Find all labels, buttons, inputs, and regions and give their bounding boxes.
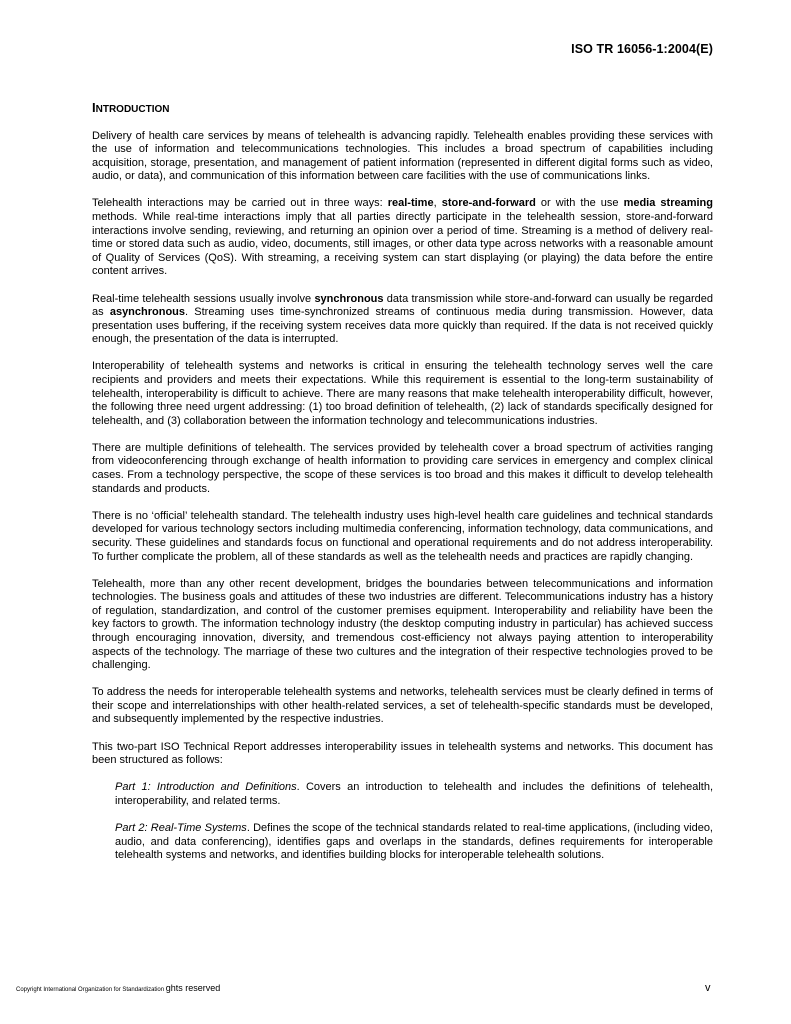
part-2-title: Part 2: Real-Time Systems xyxy=(115,821,247,834)
document-body xyxy=(92,101,713,876)
term-asynchronous: asynchronous xyxy=(109,306,186,319)
part-1-title: Part 1: Introduction and Definitions xyxy=(115,781,297,794)
term-store-and-forward: store-and-forward xyxy=(441,197,536,210)
paragraph-8: To address the needs for interoperable telehealth systems and networks, telehealth services must be clearly defined in terms of their scope and interrelationships with other health-related services, a set of telehealth-specific standards must be developed, and subsequently implemented by the respective industries. xyxy=(92,686,713,726)
heading-initial: I xyxy=(92,100,96,115)
paragraph-4: Interoperability of telehealth systems and networks is critical in ensuring the telehealth technology serves well the care recipients and providers and meets their expectations. While this requirement is essential to the long-term sustainability of telehealth, interoperability is difficult to achieve. There are many reasons that make telehealth interoperability difficult, however, the following three need urgent addressing: (1) too broad definition of telehealth, (2) lack of standards specifically designed for telehealth, and (3) collaboration between the information technology and telecommunications industries. xyxy=(92,360,713,427)
term-real-time: real-time xyxy=(387,197,434,210)
paragraph-9: This two-part ISO Technical Report addresses interoperability issues in telehealth systems and networks. This document has been structured as follows: xyxy=(92,740,713,767)
term-synchronous: synchronous xyxy=(314,292,384,305)
paragraph-2: Telehealth interactions may be carried out in three ways: real-time, store-and-forward or with the use media streaming methods. While real-time interactions imply that all parties directly participate in the telehealth session, store-and-forward interactions involve sending, reviewing, and returning an opinion over a period of time. Streaming is a method of delivery real-time or stored data such as audio, video, documents, still images, or other data type across networks with a reasonable amount of Quality of Services (QoS). With streaming, a receiving system can start displaying (or playing) the data before the entire content arrives. xyxy=(92,197,713,278)
copyright-notice: Copyright International Organization for Standardization ghts reserved xyxy=(16,983,221,993)
part-2-item: Part 2: Real-Time Systems. Defines the scope of the technical standards related to real-time applications, (including video, audio, and data conferencing), identifies gaps and overlaps in the standards, defines requirements for interoperable telehealth systems and networks, and identifies building blocks for interoperable telehealth solutions. xyxy=(115,821,713,862)
page-number: v xyxy=(705,982,711,994)
term-media-streaming: media streaming xyxy=(623,197,713,210)
paragraph-7: Telehealth, more than any other recent development, bridges the boundaries between telecommunications and information technologies. The business goals and attitudes of these two industries are different. Telecommunications industry has a history of regulation, standardization, and control of the customer premises equipment. Interoperability and reliability have been the key factors to growth. The information technology industry (the desktop computing industry in particular) has achieved success through encouraging innovation, diversity, and tremendous cost-efficiency not always paying attention to interoperability aspects of the technology. The marriage of these two cultures and the integration of their respective technologies proved to be challenging. xyxy=(92,577,713,672)
paragraph-3: Real-time telehealth sessions usually involve synchronous data transmission while store-and-forward can usually be regarded as asynchronous. Streaming uses time-synchronized streams of continuous media during transmission. However, data presentation uses buffering, if the receiving system receives data more quickly than required. If the data is not received quickly enough, the presentation of the data is interrupted. xyxy=(92,292,713,346)
paragraph-6: There is no ‘official’ telehealth standard. The telehealth industry uses high-level health care guidelines and technical standards developed for various technology sectors including multimedia conferencing, information technology, data communications, and security. These guidelines and standards focus on functional and operational requirements and do not address interoperability. To further complicate the problem, all of these standards as well as the telehealth needs and practices are rapidly changing. xyxy=(92,509,713,563)
heading-rest: NTRODUCTION xyxy=(95,104,170,115)
part-1-item: Part 1: Introduction and Definitions. Covers an introduction to telehealth and includes the definitions of telehealth, interoperability, and related terms. xyxy=(115,781,713,807)
document-id: ISO TR 16056-1:2004(E) xyxy=(571,42,713,56)
paragraph-1: Delivery of health care services by means of telehealth is advancing rapidly. Telehealth enables providing these services with the use of information and telecommunications technologies. This includes a broad spectrum of capabilities including acquisition, storage, presentation, and management of patient information (represented in different digital forms such as video, audio, or data), and communication of this information between care facilities with the use of communications links. xyxy=(92,129,713,183)
section-heading xyxy=(92,101,713,117)
paragraph-5: There are multiple definitions of telehealth. The services provided by telehealth cover a broad spectrum of activities ranging from videoconferencing through exchange of health information to providing care services in emergency and complex clinical cases. From a technology perspective, the scope of these services is too broad and this makes it difficult to develop telehealth standards and products. xyxy=(92,441,713,495)
